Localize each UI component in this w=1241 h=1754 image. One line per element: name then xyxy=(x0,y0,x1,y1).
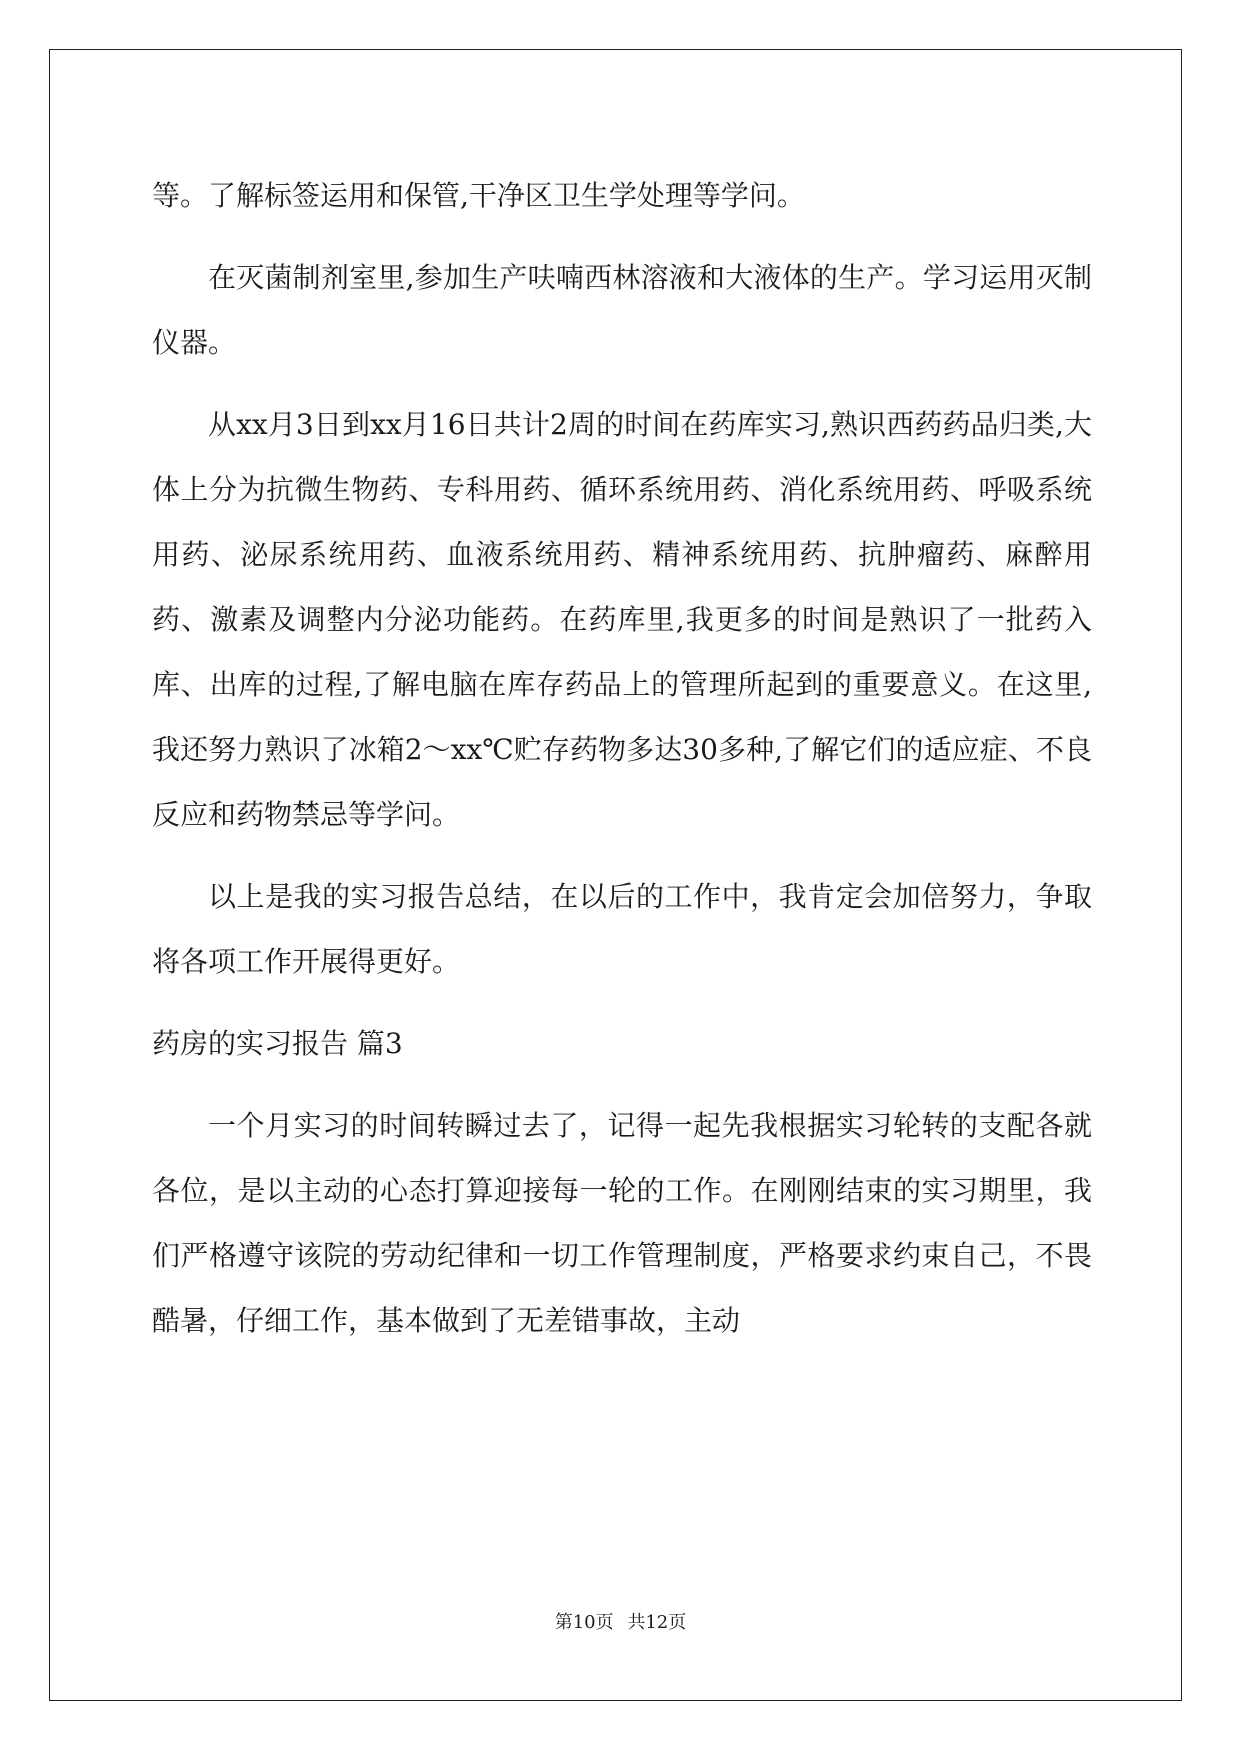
document-body xyxy=(152,163,1092,1370)
paragraph-summary: 以上是我的实习报告总结，在以后的工作中，我肯定会加倍努力，争取将各项工作开展得更好。 xyxy=(152,880,1092,978)
paragraph-sterile-room: 在灭菌制剂室里,参加生产呋喃西林溶液和大液体的生产。学习运用灭制仪器。 xyxy=(152,261,1092,359)
paragraph-continuation: 等。了解标签运用和保管,干净区卫生学处理等学问。 xyxy=(152,179,805,212)
section-heading: 药房的实习报告 篇3 xyxy=(152,1027,403,1060)
paragraph-month-internship: 一个月实习的时间转瞬过去了，记得一起先我根据实习轮转的支配各就各位，是以主动的心态打算迎接每一轮的工作。在刚刚结束的实习期里，我们严格遵守该院的劳动纪律和一切工作管理制度，严格要求约束自己，不畏酷暑，仔细工作，基本做到了无差错事故，主动 xyxy=(152,1109,1092,1337)
paragraph-pharmacy-warehouse: 从xx月3日到xx月16日共计2周的时间在药库实习,熟识西药药品归类,大体上分为抗微生物药、专科用药、循环系统用药、消化系统用药、呼吸系统用药、泌尿系统用药、血液系统用药、精神系统用药、抗肿瘤药、麻醉用药、激素及调整内分泌功能药。在药库里,我更多的时间是熟识了一批药入库、出库的过程,了解电脑在库存药品上的管理所起到的重要意义。在这里,我还努力熟识了冰箱2～xx℃贮存药物多达30多种,了解它们的适应症、不良反应和药物禁忌等学问。 xyxy=(152,408,1092,831)
page-footer xyxy=(0,1608,1241,1634)
page-total: 共12页 xyxy=(627,1612,687,1633)
page-number: 第10页 xyxy=(554,1612,614,1633)
